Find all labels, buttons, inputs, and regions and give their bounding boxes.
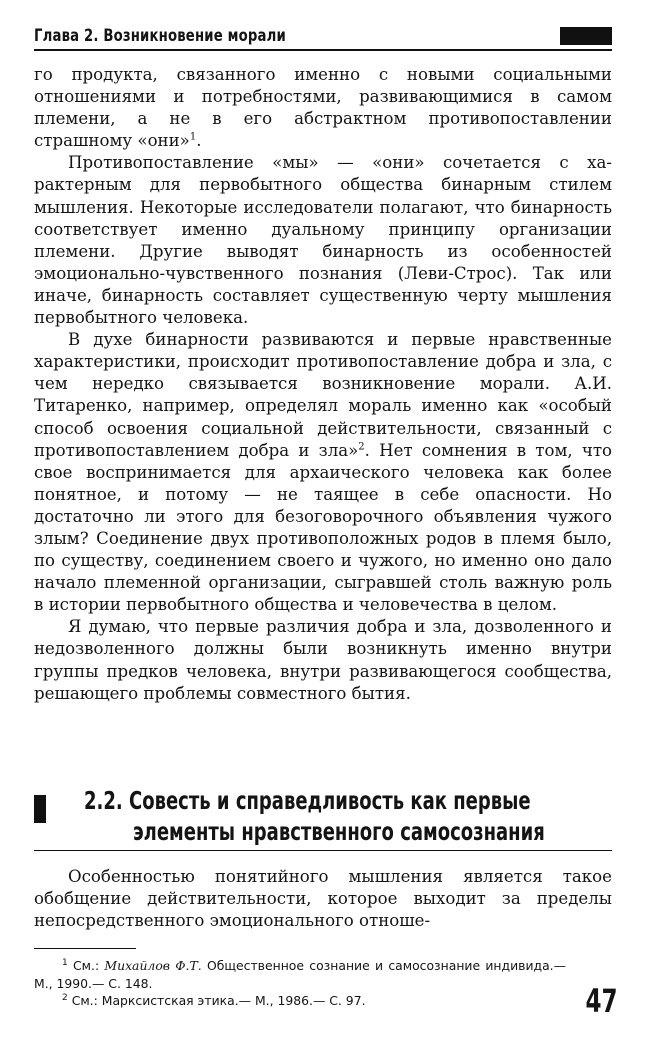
section-heading bbox=[34, 785, 612, 857]
footnote-ref-1: 1 bbox=[189, 131, 197, 143]
section-number: 2.2. bbox=[84, 786, 123, 815]
paragraph-1: го продукта, связанного именно с новыми социальными отношениями и потребностями, развивающимися в самом племени, а не в его абстрактном противопоставлении страшному «они»$^1$. bbox=[34, 65, 612, 151]
footnote-2: $^2$ См.: Марксистская этика.— М., 1986.— С. 97. bbox=[62, 992, 366, 1008]
section-paragraph: Особенностью понятийного мышления является такое обобщение действительности, которое выходит за пределы непосредственного эмоционального отноше- bbox=[34, 867, 612, 931]
running-header bbox=[34, 24, 612, 54]
paragraph-2: Противопоставление «мы» — «они» сочетается с характерным для первобытного общества бинарным стилем мышления. Некоторые исследователи полагают, что бинарность соответствует именно дуальному принципу организации племени. Другие выводят бинарность из особенностей эмоционально-чувственного познания (Леви-Строс). Так или иначе, бинарность составляет существенную черту мышления первобытного человека. bbox=[34, 153, 612, 328]
footnote-1: $^1$ См.: Михайлов Ф.Т. Общественное сознание и самосознание индивида.— М., 1990.— С. 148. bbox=[34, 957, 566, 991]
section-rule bbox=[34, 850, 612, 851]
main-text bbox=[34, 64, 612, 705]
header-rule bbox=[34, 49, 612, 51]
section-title-line2: элементы нравственного самосознания bbox=[132, 817, 545, 846]
footnotes bbox=[34, 957, 566, 1010]
header-black-block bbox=[560, 27, 612, 45]
footnote-ref-2: 2 bbox=[358, 441, 365, 453]
section-text bbox=[34, 866, 612, 932]
paragraph-3: В духе бинарности развиваются и первые нравственные характеристики, происходит противопоставление добра и зла, с чем нередко связывается возникновение морали. А.И. Титаренко, например, определял мораль именно как «особый способ освоения социальной действительности, связанный с противопоставлением добра и зла»$^2$. Нет сомнения в том, что свое воспринимается для архаического человека как более понятное, и потому — не таящее в себе опасности. Но достаточно ли этого для безоговорочного объявления чужого злым? Соединение двух противоположных родов в племя было, по существу, соединением своего и чужого, но именно оно дало начало племенной организации, сыгравшей столь важную роль в истории первобытного общества и человечества в целом. bbox=[34, 330, 612, 615]
paragraph-4: Я думаю, что первые различия добра и зла, дозволенного и недозволенного должны были возникнуть именно внутри группы предков человека, внутри развивающегося сообщества, решающего проблемы совместного бытия. bbox=[34, 617, 612, 703]
section-marker bbox=[34, 795, 46, 823]
section-title-line1: Совесть и справедливость как первые bbox=[129, 786, 531, 815]
page-number: 47 bbox=[585, 982, 618, 1020]
footnote-author: Михайлов Ф.Т. bbox=[104, 958, 202, 973]
footnote-separator bbox=[34, 948, 136, 949]
running-title: Глава 2. Возникновение морали bbox=[34, 26, 286, 46]
